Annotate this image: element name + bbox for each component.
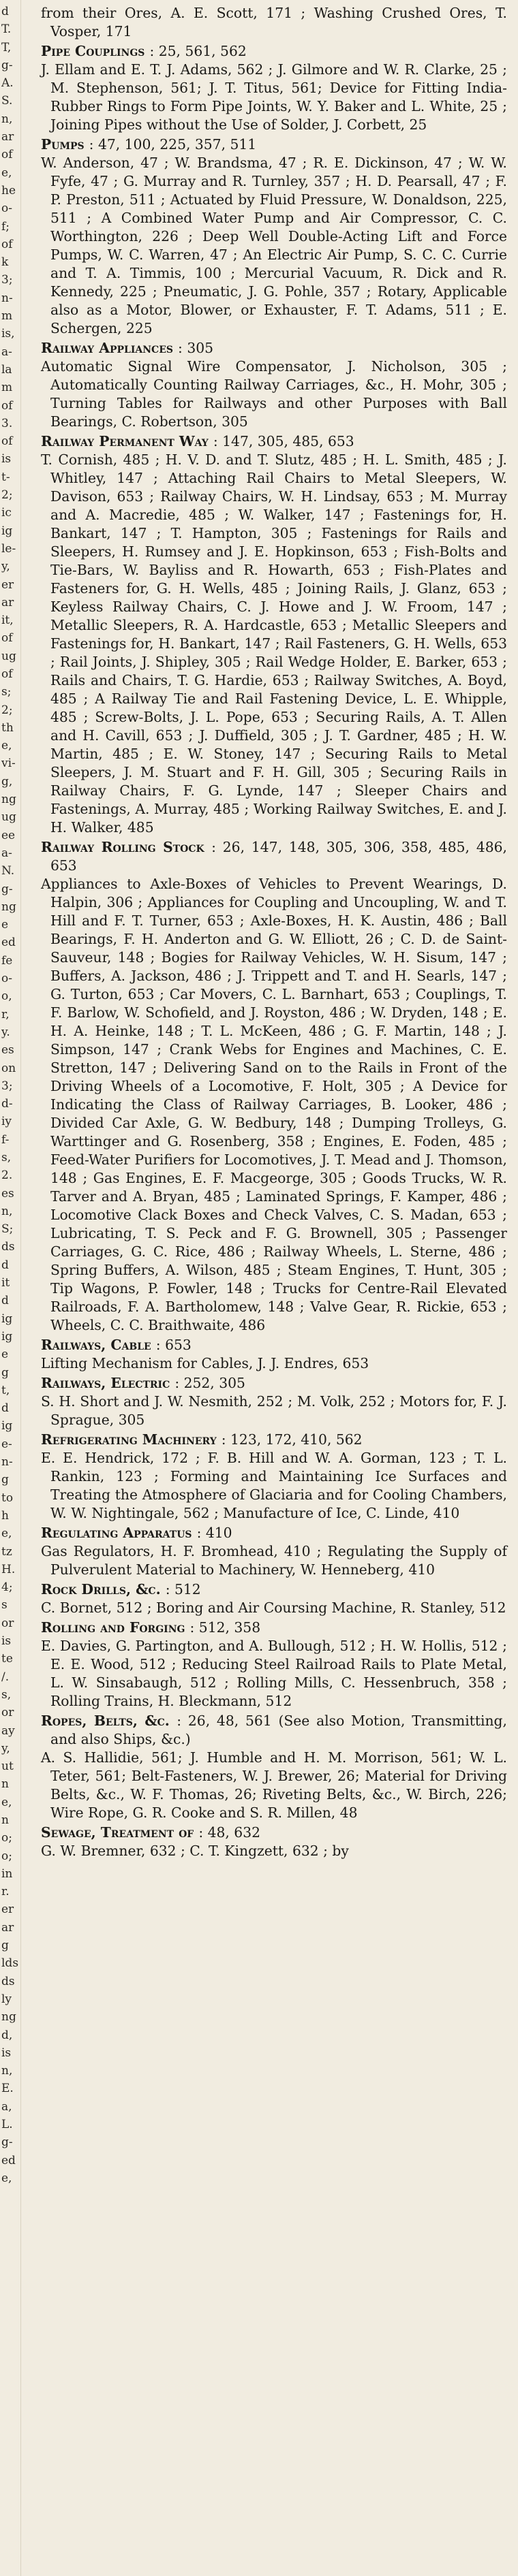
gutter-fragment: k: [1, 255, 9, 270]
entry-heading: Regulating Apparatus: [41, 1525, 192, 1541]
gutter-fragment: g-: [1, 2135, 13, 2150]
entry-heading: Railway Appliances: [41, 340, 173, 356]
entry-heading: Sewage, Treatment of: [41, 1824, 194, 1841]
gutter-fragment: d: [1, 1401, 9, 1416]
entry-pages: : 48, 632: [198, 1824, 261, 1841]
gutter-fragment: 3;: [1, 273, 13, 287]
gutter-fragment: m: [1, 309, 13, 323]
entry-heading: Pumps: [41, 136, 85, 153]
gutter-lines: [1, 3, 19, 2187]
gutter-fragment: t-: [1, 470, 10, 484]
index-entry: [30, 1580, 507, 1617]
gutter-fragment: e-: [1, 1437, 12, 1451]
gutter-fragment: 2;: [1, 488, 13, 503]
gutter-fragment: of: [1, 434, 13, 449]
index-entry: [30, 1336, 507, 1373]
gutter-fragment: N.: [1, 864, 15, 878]
gutter-fragment: to: [1, 1491, 14, 1505]
gutter-fragment: a-: [1, 846, 12, 860]
entry-detail: A. S. Hallidie, 561; J. Humble and H. M. Morrison, 561; W. L. Teter, 561; Belt-Fasteners, W. J. Brewer, 26; Material for Driving Belts, &c., W. F. Thomas, 26; Riveting Belts, &c., W. Birch, 226; Wire Rope, G. R. Cooke and S. R. Millen, 48: [41, 1749, 507, 1821]
entry-detail: Automatic Signal Wire Compensator, J. Nicholson, 305 ; Automatically Counting Railway Carriages, &c., H. Mohr, 305 ; Turning Tables for Railways and other Purposes with Ball Bearings, C. Robertson, 305: [41, 358, 507, 430]
gutter-fragment: s;: [1, 685, 12, 699]
gutter-fragment: ee: [1, 828, 16, 842]
gutter-fragment: g: [1, 1939, 9, 1953]
gutter-fragment: 2;: [1, 703, 13, 717]
gutter-fragment: es: [1, 1043, 14, 1058]
gutter-fragment: s,: [1, 1687, 12, 1702]
gutter-fragment: g-: [1, 58, 13, 72]
index-entry: [30, 1374, 507, 1429]
index-entry: [30, 1712, 507, 1822]
entry-pages: : 410: [196, 1525, 232, 1541]
gutter-fragment: g: [1, 1473, 9, 1487]
gutter-fragment: e,: [1, 2171, 12, 2185]
gutter-fragment: y,: [1, 1741, 10, 1755]
gutter-fragment: or: [1, 1706, 14, 1720]
index-entry: [30, 1524, 507, 1579]
gutter-fragment: d,: [1, 2028, 13, 2042]
gutter-fragment: y.: [1, 1025, 10, 1039]
entry-detail: W. Anderson, 47 ; W. Brandsma, 47 ; R. E. Dickinson, 47 ; W. W. Fyfe, 47 ; G. Murray and R. Turnley, 357 ; H. D. Pearsall, 47 ; F. P. Preston, 511 ; Actuated by Fluid Pressure, W. Donaldson, 225, 511 ; A Combined Water Pump and Air Compressor, C. C. Worthington, 226 ; Deep Well Double-Acting Lift and Force Pumps, W. C. Warren, 47 ; An Electric Air Pump, S. C. C. Currie and T. A. Timmis, 100 ; Mercurial Vacuum, R. Dick and R. Kennedy, 225 ; Pneumatic, J. G. Pohle, 357 ; Rotary, Applicable also as a Motor, Blower, or Exhauster, F. T. Adams, 511 ; E. Schergen, 225: [41, 155, 507, 336]
gutter-fragment: er: [1, 1903, 14, 1917]
gutter-fragment: g: [1, 1365, 9, 1380]
gutter-fragment: a-: [1, 345, 12, 359]
gutter-fragment: on: [1, 1061, 16, 1075]
gutter-fragment: e,: [1, 165, 12, 180]
gutter-fragment: ar: [1, 130, 14, 144]
gutter-fragment: e: [1, 1348, 9, 1362]
gutter-fragment: 3.: [1, 416, 13, 430]
entry-heading: Ropes, Belts, &c.: [41, 1713, 170, 1729]
gutter-fragment: th: [1, 720, 14, 735]
entry-pages: : 147, 305, 485, 653: [213, 433, 354, 449]
gutter-fragment: ug: [1, 810, 16, 825]
gutter-fragment: f-: [1, 1132, 10, 1147]
gutter-fragment: ig: [1, 1329, 13, 1343]
gutter-fragment: te: [1, 1652, 13, 1666]
entry-detail: Lifting Mechanism for Cables, J. J. Endres, 653: [41, 1355, 369, 1371]
gutter-fragment: L.: [1, 2118, 13, 2132]
entry-heading: Pipe Couplings: [41, 43, 145, 59]
gutter-fragment: o-: [1, 202, 12, 216]
gutter-fragment: o-: [1, 972, 12, 986]
entry-heading: Railway Permanent Way: [41, 433, 209, 449]
index-column: [30, 4, 507, 1862]
entry-detail: S. H. Short and J. W. Nesmith, 252 ; M. Volk, 252 ; Motors for, F. J. Sprague, 305: [41, 1393, 507, 1428]
gutter-fragment: ug: [1, 649, 16, 663]
gutter-fragment: ar: [1, 595, 14, 609]
gutter-fragment: e: [1, 918, 9, 932]
entry-detail: E. Davies, G. Partington, and A. Bullough, 512 ; H. W. Hollis, 512 ; E. E. Wood, 512 ; Reducing Steel Railroad Rails to Plate Metal, L. W. Sinsabaugh, 512 ; Rolling Mills, C. Hessenbruch, 358 ; Rolling Trains, H. Bleckmann, 512: [41, 1638, 507, 1709]
gutter-fragment: of: [1, 398, 13, 413]
entry-heading: Railways, Electric: [41, 1375, 170, 1391]
entry-detail: C. Bornet, 512 ; Boring and Air Coursing Machine, R. Stanley, 512: [41, 1600, 506, 1616]
entry-heading: Railways, Cable: [41, 1337, 151, 1353]
gutter-fragment: is: [1, 1634, 12, 1649]
gutter-fragment: ed: [1, 936, 16, 950]
gutter-fragment: n-: [1, 1455, 13, 1469]
gutter-fragment: ar: [1, 1920, 14, 1935]
gutter-fragment: ng: [1, 2010, 16, 2024]
entry-pages: : 512: [165, 1581, 201, 1597]
gutter-fragment: ds: [1, 1974, 15, 1988]
gutter-fragment: he: [1, 183, 16, 197]
entry-pages: : 252, 305: [174, 1375, 245, 1391]
gutter-fragment: s,: [1, 1151, 12, 1164]
gutter-fragment: ds: [1, 1240, 15, 1254]
gutter-fragment: ut: [1, 1760, 14, 1774]
entry-pages: : 47, 100, 225, 357, 511: [89, 136, 257, 153]
entry-pages: : 305: [178, 340, 214, 356]
gutter-fragment: n-: [1, 291, 13, 305]
index-entry: [30, 432, 507, 837]
gutter-fragment: E.: [1, 2082, 14, 2096]
gutter-fragment: T,: [1, 40, 12, 54]
index-entry: [30, 42, 507, 134]
gutter-fragment: of: [1, 237, 13, 251]
adjacent-column-fragment: [0, 0, 21, 2576]
gutter-fragment: is: [1, 452, 12, 466]
gutter-fragment: e,: [1, 1795, 12, 1809]
gutter-fragment: is,: [1, 327, 15, 341]
gutter-fragment: s: [1, 1598, 7, 1612]
gutter-fragment: d: [1, 1294, 9, 1308]
gutter-fragment: er: [1, 577, 14, 592]
gutter-fragment: d: [1, 1258, 9, 1272]
gutter-fragment: f;: [1, 219, 10, 234]
entry-detail: G. W. Bremner, 632 ; C. T. Kingzett, 632 ; by: [41, 1843, 349, 1859]
gutter-fragment: es: [1, 1186, 14, 1200]
gutter-fragment: ed: [1, 2153, 16, 2167]
gutter-fragment: a,: [1, 2099, 12, 2114]
index-entry: [30, 838, 507, 1335]
gutter-fragment: S.: [1, 94, 13, 108]
gutter-fragment: or: [1, 1616, 14, 1630]
gutter-fragment: e,: [1, 739, 12, 753]
index-entry: [30, 1824, 507, 1860]
gutter-fragment: vi-: [1, 757, 16, 771]
index-entry: [30, 136, 507, 338]
entry-pages: : 25, 561, 562: [149, 43, 247, 59]
gutter-fragment: of: [1, 667, 13, 681]
index-entry: [30, 1619, 507, 1711]
gutter-fragment: n: [1, 1813, 9, 1827]
gutter-fragment: is: [1, 2046, 12, 2060]
gutter-fragment: /.: [1, 1670, 10, 1684]
gutter-fragment: g-: [1, 882, 13, 896]
gutter-fragment: ig: [1, 1419, 13, 1433]
gutter-fragment: o;: [1, 1831, 12, 1845]
gutter-fragment: ng: [1, 900, 16, 914]
entry-detail: T. Cornish, 485 ; H. V. D. and T. Slutz, 485 ; H. L. Smith, 485 ; J. Whitley, 147 ; Attaching Rail Chairs to Metal Sleepers, W. Davison, 653 ; Railway Chairs, W. H. Lindsay, 653 ; M. Murray and A. Macredie, 485 ; W. Walker, 147 ; Fastenings for, H. Bankart, 147 ; T. Hampton, 305 ; Fastenings for Rails and Sleepers, H. Rumsey and J. E. Hopkinson, 653 ; Fish-Bolts and Tie-Bars, W. Bayliss and R. Howarth, 653 ; Fish-Plates and Fasteners for, G. H. Wells, 485 ; Joining Rails, J. Glanz, 653 ; Keyless Railway Chairs, C. J. Howe and J. W. Froom, 147 ; Metallic Sleepers, R. A. Hardcastle, 653 ; Metallic Sleepers and Fastenings for, H. Bankart, 147 ; Rail Fasteners, G. H. Wells, 653 ; Rail Joints, J. Shipley, 305 ; Rail Wedge Holder, E. Barker, 653 ; Rails and Chairs, T. G. Hardie, 653 ; Railway Switches, A. Boyd, 485 ; A Railway Tie and Rail Fastening Device, L. E. Whipple, 485 ; Screw-Bolts, J. L. Pope, 653 ; Securing Rails, A. T. Allen and H. Cavill, 653 ; J. Duffield, 305 ; J. T. Gardner, 485 ; H. W. Martin, 485 ; E. W. Stoney, 147 ; Securing Rails to Metal Sleepers, J. M. Stuart and F. H. Gill, 305 ; Securing Rails in Railway Chairs, F. G. Lynde, 147 ; Sleeper Chairs and Fastenings, A. Murray, 485 ; Working Railway Switches, E. and J. H. Walker, 485: [41, 451, 507, 836]
gutter-fragment: m: [1, 381, 13, 395]
gutter-fragment: S;: [1, 1222, 14, 1237]
gutter-fragment: H.: [1, 1562, 16, 1576]
gutter-fragment: n,: [1, 112, 13, 126]
gutter-fragment: ic: [1, 506, 12, 520]
gutter-fragment: d-: [1, 1097, 13, 1111]
index-entry: [30, 4, 507, 41]
entry-pages: : 653: [155, 1337, 192, 1353]
gutter-fragment: e,: [1, 1527, 12, 1541]
entry-pages: : 26, 147, 148, 305, 306, 358, 485, 486, 653: [50, 839, 507, 874]
gutter-fragment: ay: [1, 1723, 15, 1738]
entry-pages: : 512, 358: [189, 1619, 261, 1636]
gutter-fragment: n,: [1, 2064, 13, 2078]
entry-heading: Rock Drills, &c.: [41, 1581, 161, 1597]
gutter-fragment: it: [1, 1276, 10, 1290]
entry-detail: Appliances to Axle-Boxes of Vehicles to Prevent Wearings, D. Halpin, 306 ; Appliances for Coupling and Uncoupling, W. and T. Hill and F. T. Turner, 653 ; Axle-Boxes, H. K. Austin, 486 ; Ball Bearings, F. H. Anderton and G. W. Elliott, 26 ; C. D. de Saint-Sauveur, 148 ; Bogies for Railway Vehicles, W. H. Sisum, 147 ; Buffers, A. Jackson, 486 ; J. Trippett and T. and H. Searls, 147 ; G. Turton, 653 ; Car Movers, C. L. Barnhart, 653 ; Couplings, T. F. Barlow, W. Schofield, and J. Royston, 486 ; W. Dryden, 148 ; E. H. A. Heinke, 148 ; T. L. McKeen, 486 ; G. F. Martin, 148 ; J. Simpson, 147 ; Crank Webs for Engines and Machines, C. E. Stretton, 147 ; Delivering Sand on to the Rails in Front of the Driving Wheels of a Locomotive, F. Holt, 305 ; A Device for Indicating the Class of Railway Carriages, B. Looker, 486 ; Divided Car Axle, G. W. Bedbury, 148 ; Dumping Trolleys, G. Warttinger and G. Rosenberg, 358 ; Engines, E. Foden, 485 ; Feed-Water Purifiers for Locomotives, J. T. Mead and J. Thomson, 148 ; Gas Engines, E. F. Macgeorge, 305 ; Goods Trucks, W. R. Tarver and A. Bryan, 485 ; Laminated Springs, F. Kamper, 486 ; Locomotive Clack Boxes and Check Valves, C. S. Madan, 653 ; Lubricating, T. S. Peck and F. G. Brownell, 305 ; Passenger Carriages, G. C. Rice, 486 ; Railway Wheels, L. Sterne, 486 ; Spring Buffers, A. Wilson, 485 ; Steam Engines, T. Hunt, 305 ; Tip Wagons, P. Fowler, 148 ; Trucks for Centre-Rail Elevated Railroads, F. A. Bartholomew, 148 ; Valve Gear, R. Rickie, 653 ; Wheels, C. C. Braithwaite, 486: [41, 876, 507, 1333]
gutter-fragment: lds: [1, 1956, 19, 1971]
gutter-fragment: o;: [1, 1849, 12, 1863]
gutter-fragment: A.: [1, 76, 14, 91]
gutter-fragment: le-: [1, 541, 16, 556]
gutter-fragment: r,: [1, 1007, 10, 1021]
gutter-fragment: y,: [1, 560, 10, 574]
entry-detail: J. Ellam and E. T. J. Adams, 562 ; J. Gilmore and W. R. Clarke, 25 ; M. Stephenson, 561; J. T. Titus, 561; Device for Fitting India-Rubber Rings to Form Pipe Joints, W. Y. Baker and L. White, 25 ; Joining Pipes without the Use of Solder, J. Corbett, 25: [41, 61, 507, 133]
gutter-fragment: ly: [1, 1992, 12, 2006]
gutter-fragment: 2.: [1, 1168, 13, 1183]
entry-detail: Gas Regulators, H. F. Bromhead, 410 ; Regulating the Supply of Pulverulent Material to Machinery, W. Henneberg, 410: [41, 1543, 507, 1578]
gutter-fragment: tz: [1, 1544, 12, 1559]
entry-pages: : 26, 48, 561 (See also Motion, Transmitting, and also Ships, &c.): [50, 1713, 507, 1747]
gutter-fragment: 3;: [1, 1079, 13, 1093]
index-entry: [30, 339, 507, 431]
gutter-fragment: ng: [1, 793, 16, 807]
gutter-fragment: 4;: [1, 1580, 13, 1595]
entry-heading: Rolling and Forging: [41, 1619, 185, 1636]
gutter-fragment: d: [1, 5, 9, 18]
entry-detail: E. E. Hendrick, 172 ; F. B. Hill and W. A. Gorman, 123 ; T. L. Rankin, 123 ; Forming and Maintaining Ice Surfaces and Treating the Atmosphere of Glaciaria and for Cooling Chambers, W. W. Nightingale, 562 ; Manufacture of Ice, C. Linde, 410: [41, 1450, 507, 1521]
index-entry: [30, 1431, 507, 1523]
gutter-fragment: n: [1, 1777, 9, 1792]
entry-pages: : 123, 172, 410, 562: [221, 1431, 363, 1448]
entry-heading: Refrigerating Machinery: [41, 1431, 217, 1448]
gutter-fragment: iy: [1, 1115, 12, 1129]
gutter-fragment: T.: [1, 22, 12, 37]
gutter-fragment: n,: [1, 1204, 13, 1218]
gutter-fragment: it,: [1, 614, 14, 628]
gutter-fragment: h: [1, 1508, 9, 1523]
gutter-fragment: t,: [1, 1383, 10, 1397]
gutter-fragment: g,: [1, 774, 13, 789]
gutter-fragment: of: [1, 148, 13, 162]
entry-pages: from their Ores, A. E. Scott, 171 ; Washing Crushed Ores, T. Vosper, 171: [41, 5, 507, 39]
entry-heading: Railway Rolling Stock: [41, 839, 204, 855]
gutter-fragment: of: [1, 631, 13, 646]
gutter-fragment: fe: [1, 953, 13, 968]
gutter-fragment: la: [1, 362, 12, 377]
gutter-fragment: ig: [1, 1311, 13, 1326]
gutter-fragment: o,: [1, 989, 12, 1004]
gutter-fragment: in: [1, 1866, 13, 1881]
gutter-fragment: r.: [1, 1885, 10, 1899]
gutter-fragment: ig: [1, 524, 13, 538]
